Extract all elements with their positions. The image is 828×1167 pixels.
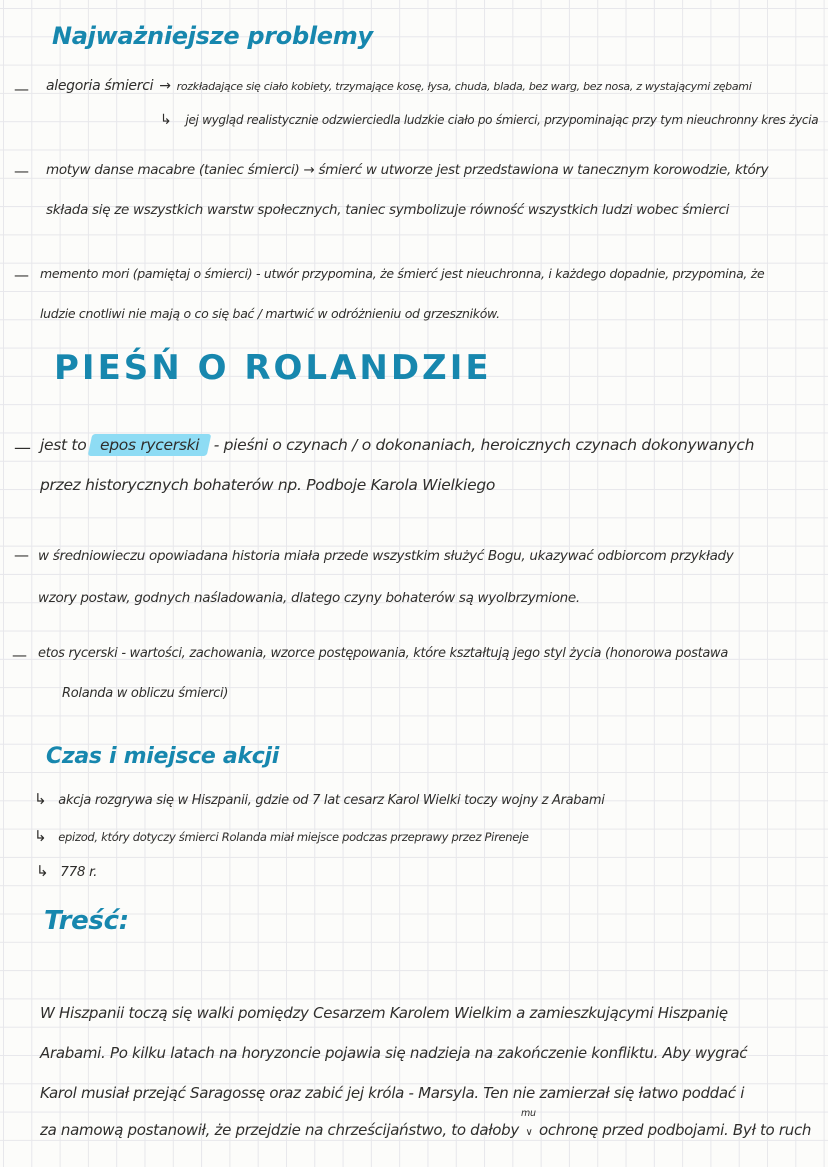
bullet-dash: — xyxy=(14,546,29,564)
note-alegoria-smierci-line1 xyxy=(46,78,751,94)
branch-arrow-icon: ↳ xyxy=(160,112,172,128)
bullet-dash: — xyxy=(14,162,29,180)
note-etos-rycerski-line2: Rolanda w obliczu śmierci) xyxy=(62,686,229,701)
tresc-paragraph-line3: Karol musiał przejąć Saragossę oraz zabić jej króla - Marsyla. Ten nie zamierzał się łatwo poddać i xyxy=(40,1084,745,1102)
branch-arrow-icon: ↳ xyxy=(36,862,49,880)
bullet-dash: — xyxy=(14,438,31,458)
time-item-text: 778 r. xyxy=(60,864,98,880)
right-arrow-icon: → xyxy=(159,78,171,94)
branch-arrow-icon: ↳ xyxy=(34,790,47,808)
branch-arrow-icon: ↳ xyxy=(34,827,47,845)
page-title-piesn-o-rolandzie: PIEŚŃ O ROLANDZIE xyxy=(54,348,492,388)
note-memento-mori-line2: ludzie cnotliwi nie mają o co się bać / martwić w odróżnieniu od grzeszników. xyxy=(40,306,500,321)
time-item-text: epizod, który dotyczy śmierci Rolanda miał miejsce podczas przeprawy przez Pireneje xyxy=(58,830,529,844)
note-post: - pieśni o czynach / o dokonaniach, heroicznych czynach dokonywanych xyxy=(213,436,755,454)
note-epos-rycerski-line1 xyxy=(40,434,754,456)
note-danse-macabre-line1: motyw danse macabre (taniec śmierci) → śmierć w utworze jest przedstawiona w tanecznym korowodzie, który xyxy=(46,162,769,178)
time-item-3 xyxy=(36,862,97,880)
highlighted-term-text: epos rycerski xyxy=(100,436,200,454)
note-danse-macabre-line2: składa się ze wszystkich warstw społecznych, taniec symbolizuje równość wszystkich ludzi wobec śmierci xyxy=(46,202,730,218)
highlighted-term xyxy=(88,434,212,456)
caret-mark-icon: ∨ xyxy=(525,1127,533,1138)
note-memento-mori-line1: memento mori (pamiętaj o śmierci) - utwór przypomina, że śmierć jest nieuchronna, i każdego dopadnie, przypomina, że xyxy=(40,266,765,281)
tresc-line4-post: ochronę przed podbojami. Był to ruch xyxy=(538,1121,812,1139)
inline-insertion xyxy=(519,1108,539,1139)
tresc-paragraph-line4 xyxy=(40,1108,812,1139)
bullet-dash: — xyxy=(12,646,27,664)
bullet-dash: — xyxy=(14,266,29,284)
tresc-line4-pre: za namową postanowił, że przejdzie na chrześcijaństwo, to dałoby xyxy=(40,1121,519,1139)
heading-najwazniejsze-problemy: Najważniejsze problemy xyxy=(52,22,373,50)
note-sredniowiecze-line2: wzory postaw, godnych naśladowania, dlatego czyny bohaterów są wyolbrzymione. xyxy=(38,590,580,606)
note-sub-description: jej wygląd realistycznie odzwierciedla ludzkie ciało po śmierci, przypominając przy tym nieuchronny kres życia xyxy=(185,113,819,127)
tresc-paragraph-line1: W Hiszpanii toczą się walki pomiędzy Cesarzem Karolem Wielkim a zamieszkującymi Hiszpanię xyxy=(40,1004,728,1022)
time-item-1 xyxy=(34,790,605,808)
heading-tresc: Treść: xyxy=(44,906,129,936)
note-sredniowiecze-line1: w średniowieczu opowiadana historia miała przede wszystkim służyć Bogu, ukazywać odbiorcom przykłady xyxy=(38,548,734,564)
tresc-paragraph-line2: Arabami. Po kilku latach na horyzoncie pojawia się nadzieja na zakończenie konfliktu. Aby wygrać xyxy=(40,1044,748,1062)
note-epos-rycerski-line2: przez historycznych bohaterów np. Podboje Karola Wielkiego xyxy=(40,476,496,494)
time-item-2 xyxy=(34,827,529,845)
heading-czas-i-miejsce-akcji: Czas i miejsce akcji xyxy=(46,744,279,769)
note-lead: alegoria śmierci xyxy=(46,78,154,94)
note-description: rozkładające się ciało kobiety, trzymające kosę, łysa, chuda, blada, bez warg, bez nosa, z wystającymi zębami xyxy=(176,80,752,93)
bullet-dash: — xyxy=(14,80,29,98)
note-alegoria-smierci-line2 xyxy=(160,112,818,128)
insertion-word: mu xyxy=(520,1108,536,1119)
note-etos-rycerski-line1: etos rycerski - wartości, zachowania, wzorce postępowania, które kształtują jego styl życia (honorowa postawa xyxy=(38,646,729,661)
time-item-text: akcja rozgrywa się w Hiszpanii, gdzie od 7 lat cesarz Karol Wielki toczy wojny z Arabami xyxy=(58,793,605,808)
note-pre: jest to xyxy=(40,436,87,454)
